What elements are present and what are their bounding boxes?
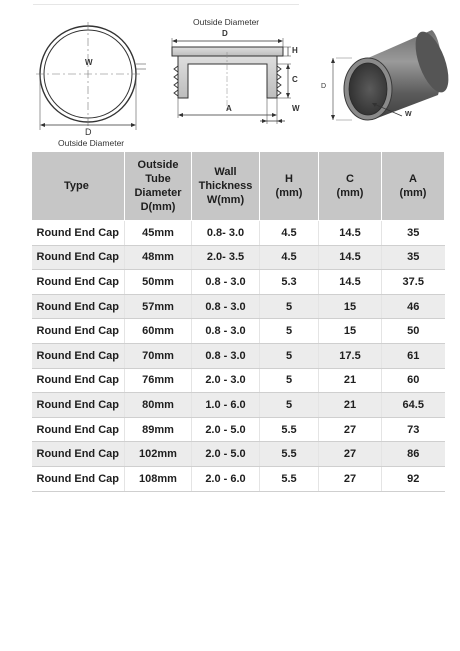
- cell-a: 46: [382, 294, 445, 319]
- cell-h: 5.5: [260, 417, 319, 442]
- table-body: [32, 221, 445, 492]
- cell-a: 35: [382, 245, 445, 270]
- middle-dim-w-label: W: [292, 104, 300, 113]
- cell-c: 27: [319, 466, 382, 491]
- cell-wall-thickness: 1.0 - 6.0: [192, 393, 260, 418]
- cell-type: Round End Cap: [32, 270, 125, 295]
- cell-a: 37.5: [382, 270, 445, 295]
- cell-c: 15: [319, 294, 382, 319]
- cell-c: 17.5: [319, 343, 382, 368]
- cell-type: Round End Cap: [32, 343, 125, 368]
- right-dim-d-label: D: [321, 83, 327, 90]
- cell-c: 27: [319, 417, 382, 442]
- middle-dim-a-label: A: [226, 104, 232, 113]
- header-type: Type: [32, 152, 125, 221]
- cell-type: Round End Cap: [32, 245, 125, 270]
- table-row: [32, 221, 445, 246]
- cell-diameter: 102mm: [125, 442, 192, 467]
- table-header-row: [32, 152, 445, 221]
- cell-wall-thickness: 2.0 - 5.0: [192, 442, 260, 467]
- cell-c: 21: [319, 393, 382, 418]
- header-wall-thickness: Wall Thickness W(mm): [192, 152, 260, 221]
- header-h: H (mm): [260, 152, 319, 221]
- cell-wall-thickness: 0.8- 3.0: [192, 221, 260, 246]
- cell-type: Round End Cap: [32, 368, 125, 393]
- cell-c: 14.5: [319, 245, 382, 270]
- cell-wall-thickness: 2.0 - 5.0: [192, 417, 260, 442]
- table-row: [32, 270, 445, 295]
- cell-type: Round End Cap: [32, 319, 125, 344]
- cell-wall-thickness: 2.0 - 3.0: [192, 368, 260, 393]
- cell-a: 60: [382, 368, 445, 393]
- cell-diameter: 108mm: [125, 466, 192, 491]
- right-dim-w-label: W: [405, 111, 412, 118]
- cell-c: 15: [319, 319, 382, 344]
- middle-dim-h-label: H: [292, 46, 298, 55]
- table-row: [32, 368, 445, 393]
- left-dim-w-label: W: [85, 58, 93, 67]
- cell-h: 4.5: [260, 221, 319, 246]
- cell-h: 4.5: [260, 245, 319, 270]
- cell-wall-thickness: 0.8 - 3.0: [192, 319, 260, 344]
- cell-diameter: 48mm: [125, 245, 192, 270]
- cell-type: Round End Cap: [32, 417, 125, 442]
- cell-wall-thickness: 0.8 - 3.0: [192, 294, 260, 319]
- cell-h: 5: [260, 393, 319, 418]
- cell-diameter: 50mm: [125, 270, 192, 295]
- table-row: [32, 294, 445, 319]
- cell-h: 5: [260, 343, 319, 368]
- table-row: [32, 245, 445, 270]
- cell-a: 73: [382, 417, 445, 442]
- cell-wall-thickness: 0.8 - 3.0: [192, 343, 260, 368]
- end-cap-spec-table: [31, 151, 445, 492]
- cell-h: 5: [260, 368, 319, 393]
- cell-diameter: 60mm: [125, 319, 192, 344]
- cell-type: Round End Cap: [32, 442, 125, 467]
- cell-diameter: 89mm: [125, 417, 192, 442]
- end-cap-front-view: [33, 4, 167, 130]
- tube-3d-view: [331, 27, 455, 120]
- header-a: A (mm): [382, 152, 445, 221]
- cell-a: 50: [382, 319, 445, 344]
- cell-type: Round End Cap: [32, 294, 125, 319]
- cell-a: 86: [382, 442, 445, 467]
- cell-wall-thickness: 2.0- 3.5: [192, 245, 260, 270]
- header-diameter: Outside Tube Diameter D(mm): [125, 152, 192, 221]
- middle-title: Outside Diameter: [193, 17, 260, 27]
- table-row: [32, 442, 445, 467]
- left-dim-d-label: D: [85, 127, 92, 137]
- header-c: C (mm): [319, 152, 382, 221]
- cell-a: 92: [382, 466, 445, 491]
- left-caption: Outside Diameter: [58, 138, 125, 148]
- cell-c: 14.5: [319, 270, 382, 295]
- cell-diameter: 80mm: [125, 393, 192, 418]
- cell-wall-thickness: 0.8 - 3.0: [192, 270, 260, 295]
- cell-h: 5.5: [260, 442, 319, 467]
- middle-dim-d-label: D: [222, 29, 228, 38]
- cell-c: 27: [319, 442, 382, 467]
- table-row: [32, 466, 445, 491]
- cell-diameter: 45mm: [125, 221, 192, 246]
- table-row: [32, 393, 445, 418]
- table-row: [32, 417, 445, 442]
- cell-a: 61: [382, 343, 445, 368]
- cell-h: 5: [260, 319, 319, 344]
- middle-dim-c-label: C: [292, 75, 298, 84]
- cell-a: 35: [382, 221, 445, 246]
- cell-h: 5: [260, 294, 319, 319]
- cell-type: Round End Cap: [32, 466, 125, 491]
- cell-a: 64.5: [382, 393, 445, 418]
- table-row: [32, 343, 445, 368]
- cell-type: Round End Cap: [32, 393, 125, 418]
- cell-diameter: 76mm: [125, 368, 192, 393]
- cell-diameter: 57mm: [125, 294, 192, 319]
- cell-type: Round End Cap: [32, 221, 125, 246]
- cell-diameter: 70mm: [125, 343, 192, 368]
- cell-h: 5.5: [260, 466, 319, 491]
- cell-c: 21: [319, 368, 382, 393]
- cell-h: 5.3: [260, 270, 319, 295]
- cell-wall-thickness: 2.0 - 6.0: [192, 466, 260, 491]
- cell-c: 14.5: [319, 221, 382, 246]
- table-row: [32, 319, 445, 344]
- diagram-area: [0, 0, 460, 150]
